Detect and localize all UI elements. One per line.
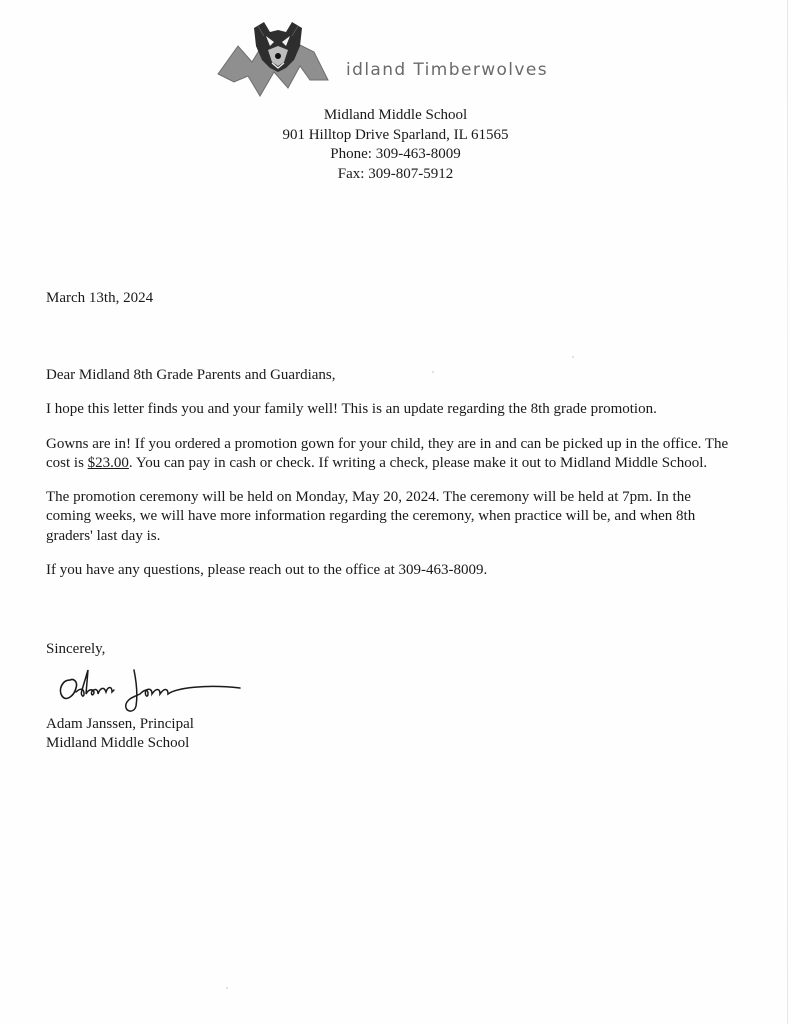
closing: Sincerely, xyxy=(46,641,106,657)
paragraph-questions: If you have any questions, please reach out to the office at 309-463-8009. xyxy=(46,562,488,579)
letter-date: March 13th, 2024 xyxy=(46,290,154,306)
gowns-text-end: . You can pay in cash or check. If writing a check, please make it out to Midland Middle School. xyxy=(128,454,708,471)
scan-speck xyxy=(226,987,228,989)
letter-body xyxy=(46,366,736,595)
letterhead xyxy=(0,106,791,184)
signer-name-title: Adam Janssen, Principal xyxy=(46,716,194,732)
paragraph-gowns xyxy=(46,435,736,474)
salutation: Dear Midland 8th Grade Parents and Guardians, xyxy=(46,367,336,383)
school-name: Midland Middle School xyxy=(323,107,468,123)
signer-school: Midland Middle School xyxy=(46,735,190,751)
timberwolves-logo xyxy=(216,22,586,100)
gowns-text-start: Gowns are in! If you ordered a promotion gown for your child, they are in and can be picked up in the office. The cost is xyxy=(46,435,729,471)
signature-icon xyxy=(56,666,246,716)
school-phone: Phone: 309-463-8009 xyxy=(330,146,461,162)
logo-wordmark: idland Timberwolves xyxy=(346,60,549,80)
signer-block xyxy=(46,715,194,753)
scan-speck xyxy=(432,371,434,373)
school-fax: Fax: 309-807-5912 xyxy=(337,165,454,182)
gown-cost: $23.00 xyxy=(87,454,129,471)
scan-speck xyxy=(572,356,574,358)
paragraph-intro: I hope this letter finds you and your family well! This is an update regarding the 8th grade promotion. xyxy=(46,401,657,418)
paragraph-ceremony: The promotion ceremony will be held on Monday, May 20, 2024. The ceremony will be held at 7pm. In the coming weeks, we will have more information regarding the ceremony, when practice will be, and when 8th graders' last day is. xyxy=(46,489,696,544)
school-address: 901 Hilltop Drive Sparland, IL 61565 xyxy=(282,126,509,143)
